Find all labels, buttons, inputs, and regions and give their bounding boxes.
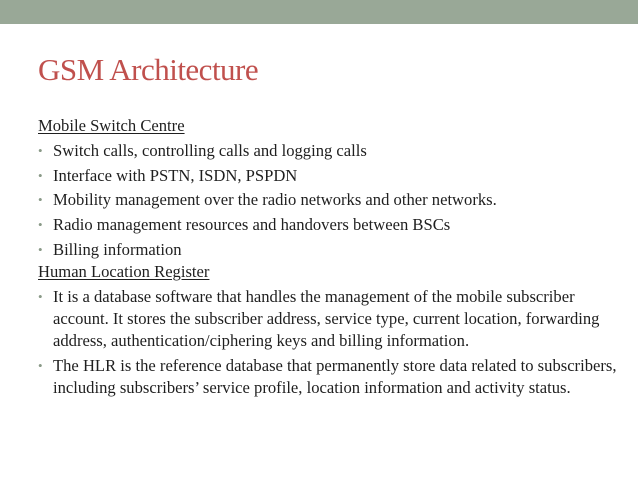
bullet-item (38, 355, 618, 399)
bullet-dot-icon: • (38, 217, 43, 233)
bullet-item (38, 214, 618, 236)
bullet-text: Interface with PSTN, ISDN, PSPDN (53, 165, 298, 185)
bullet-dot-icon: • (38, 192, 43, 208)
bullet-text: Mobility management over the radio networks and other networks. (53, 190, 497, 210)
bullet-item (38, 239, 618, 261)
bullet-item (38, 165, 618, 187)
section-heading-hlr: Human Location Register (38, 262, 210, 282)
bullet-text: Radio management resources and handovers between BSCs (53, 215, 451, 235)
bullet-dot-icon: • (38, 288, 43, 304)
bullet-text: It is a database software that handles the management of the mobile subscriber account. It stores the subscriber address, service type, current location, forwarding address, authentication/ciphering keys and billing information. (53, 286, 600, 351)
bullet-item (38, 189, 618, 211)
bullet-item (38, 140, 618, 162)
bullet-dot-icon: • (38, 358, 43, 374)
top-decorative-band (0, 0, 638, 24)
bullet-dot-icon: • (38, 241, 43, 257)
section-heading-msc: Mobile Switch Centre (38, 116, 185, 135)
bullet-text: Switch calls, controlling calls and logging calls (53, 140, 367, 160)
slide-title: GSM Architecture (38, 52, 259, 87)
slide-content (38, 115, 618, 400)
bullet-text: Billing information (53, 239, 182, 259)
bullet-text: The HLR is the reference database that permanently store data related to subscribers, including subscribers’ service profile, location information and activity status. (53, 356, 617, 398)
bullet-item (38, 286, 618, 353)
bullet-dot-icon: • (38, 142, 43, 158)
bullet-dot-icon: • (38, 167, 43, 183)
